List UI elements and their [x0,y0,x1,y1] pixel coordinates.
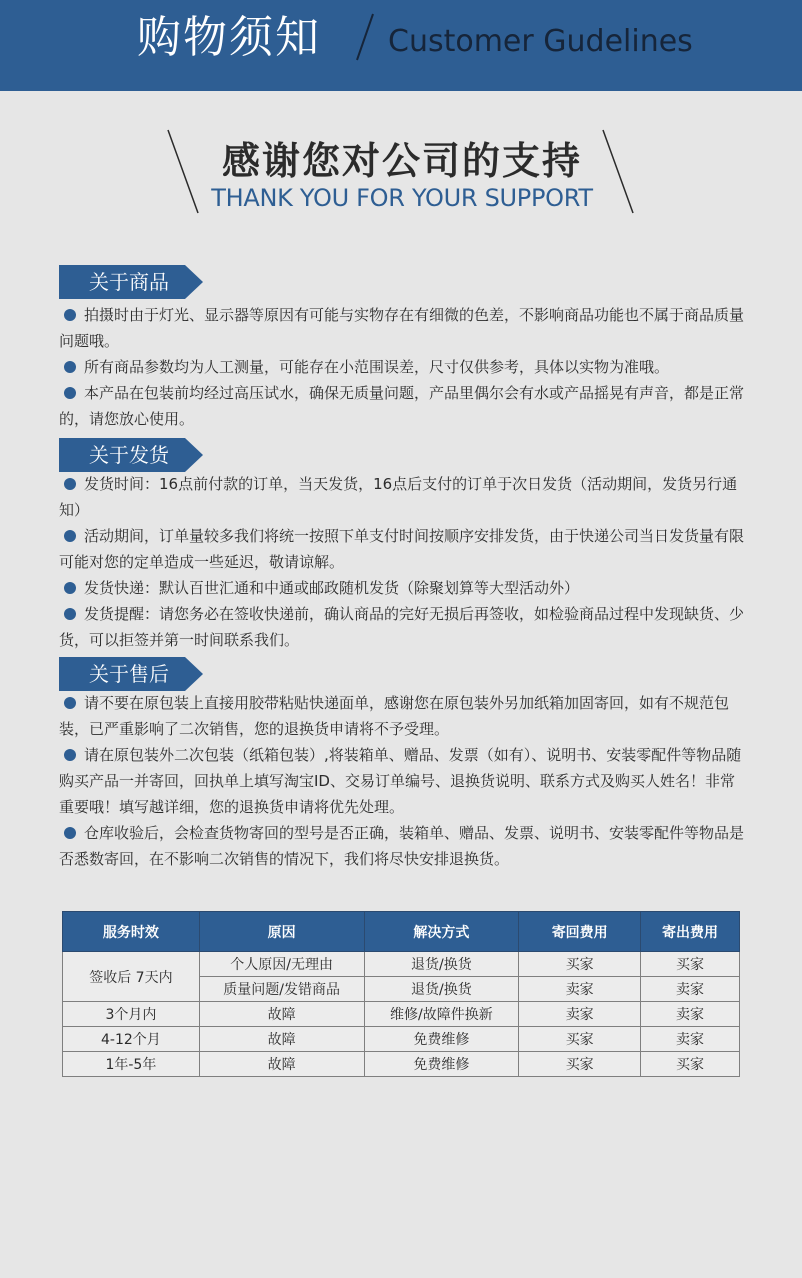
table-cell: 买家 [519,1052,641,1077]
bullet-icon [64,387,76,399]
list-item [59,380,749,432]
table-header-row [63,912,740,952]
list-item [59,820,749,872]
bullet-icon [64,608,76,620]
table-cell: 买家 [641,1052,740,1077]
table-cell: 卖家 [641,1027,740,1052]
table-header-cell: 服务时效 [63,912,200,952]
section-tag-product [59,265,203,299]
table-cell: 卖家 [519,1002,641,1027]
section-tag-label: 关于商品 [89,270,169,294]
table-cell: 买家 [519,1027,641,1052]
bullet-icon [64,697,76,709]
table-cell: 签收后 7天内 [63,952,200,1002]
list-item-text: 本产品在包装前均经过高压试水，确保无质量问题，产品里偶尔会有水或产品摇晃有声音，都是正常的，请您放心使用。 [59,384,745,428]
list-item-text: 发货快递：默认百世汇通和中通或邮政随机发货（除聚划算等大型活动外） [84,579,580,597]
table-cell: 卖家 [641,1002,740,1027]
table-header-cell: 原因 [199,912,364,952]
table-row [63,1002,740,1027]
table-cell: 退货/换货 [364,952,519,977]
list-item-text: 仓库收验后，会检查货物寄回的型号是否正确，装箱单、赠品、发票、说明书、安装零配件等物品是否悉数寄回，在不影响二次销售的情况下，我们将尽快安排退换货。 [59,824,745,868]
list-item [59,575,749,601]
list-item-text: 发货时间：16点前付款的订单，当天发货，16点后支付的订单于次日发货（活动期间，发货另行通知） [59,475,738,519]
list-item-text: 拍摄时由于灯光、显示器等原因有可能与实物存在有细微的色差，不影响商品功能也不属于商品质量问题哦。 [59,306,745,350]
table-cell: 退货/换货 [364,977,519,1002]
table-cell: 个人原因/无理由 [199,952,364,977]
service-table [62,911,740,1077]
table-header-cell: 解决方式 [364,912,519,952]
bullet-icon [64,749,76,761]
table-cell: 买家 [641,952,740,977]
list-item-text: 活动期间，订单量较多我们将统一按照下单支付时间按顺序安排发货，由于快递公司当日发货量有限可能对您的定单造成一些延迟，敬请谅解。 [59,527,745,571]
list-item-text: 发货提醒：请您务必在签收快递前，确认商品的完好无损后再签收，如检验商品过程中发现缺货、少货，可以拒签并第一时间联系我们。 [59,605,745,649]
table-cell: 卖家 [519,977,641,1002]
list-item [59,523,749,575]
bullet-icon [64,827,76,839]
table-row [63,952,740,977]
table-cell: 故障 [199,1027,364,1052]
table-cell: 免费维修 [364,1027,519,1052]
bullet-icon [64,361,76,373]
table-cell: 免费维修 [364,1052,519,1077]
list-item [59,742,749,820]
table-header-cell: 寄出费用 [641,912,740,952]
table-cell: 3个月内 [63,1002,200,1027]
table-row [63,1052,740,1077]
section-tag-label: 关于发货 [89,443,169,467]
table-cell: 1年-5年 [63,1052,200,1077]
section-tag-aftersales [59,657,203,691]
table-cell: 故障 [199,1052,364,1077]
list-item [59,302,749,354]
table-header-cell: 寄回费用 [519,912,641,952]
table-cell: 维修/故障件换新 [364,1002,519,1027]
section-product-body [59,302,749,432]
section-tag-label: 关于售后 [89,662,169,686]
bullet-icon [64,478,76,490]
list-item [59,354,749,380]
table-cell: 故障 [199,1002,364,1027]
table-row [63,1027,740,1052]
thanks-heading: 感谢您对公司的支持 [221,139,582,183]
thanks-subheading: THANK YOU FOR YOUR SUPPORT [211,184,593,212]
section-aftersales-body [59,690,749,872]
section-shipping-body [59,471,749,653]
list-item [59,471,749,523]
list-item-text: 所有商品参数均为人工测量，可能存在小范围误差，尺寸仅供参考，具体以实物为准哦。 [84,358,670,376]
table-cell: 买家 [519,952,641,977]
bullet-icon [64,530,76,542]
table-cell: 卖家 [641,977,740,1002]
table-cell: 4-12个月 [63,1027,200,1052]
bullet-icon [64,309,76,321]
list-item [59,601,749,653]
header-title-cn: 购物须知 [137,12,321,63]
header-title-en: Customer Gudelines [388,24,693,59]
bullet-icon [64,582,76,594]
list-item-text: 请在原包装外二次包装（纸箱包装）,将装箱单、赠品、发票（如有）、说明书、安装零配件等物品随购买产品一并寄回，回执单上填写淘宝ID、交易订单编号、退换货说明、联系方式及购买人姓名！非常重要哦！填写越详细，您的退换货申请将优先处理。 [59,746,742,816]
section-tag-shipping [59,438,203,472]
list-item-text: 请不要在原包装上直接用胶带粘贴快递面单，感谢您在原包装外另加纸箱加固寄回，如有不规范包装，已严重影响了二次销售，您的退换货申请将不予受理。 [59,694,730,738]
table-cell: 质量问题/发错商品 [199,977,364,1002]
list-item [59,690,749,742]
